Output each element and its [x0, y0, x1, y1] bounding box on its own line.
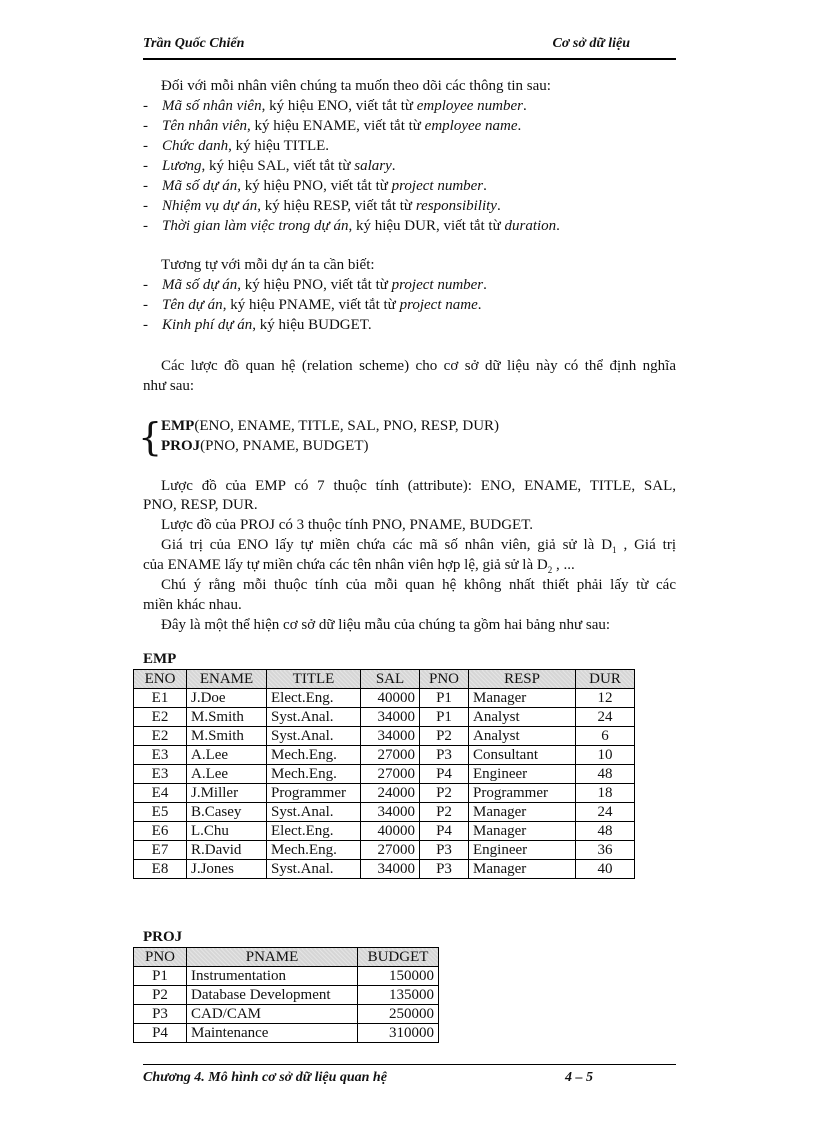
table-cell: Analyst	[469, 708, 576, 727]
bullet-end: .	[483, 178, 487, 194]
bullet-abbr: responsibility	[415, 198, 497, 214]
table-cell: P1	[420, 689, 469, 708]
footer-page-number: 4 – 5	[565, 1070, 593, 1085]
bullet-term: Thời gian làm việc trong dự án	[162, 218, 349, 234]
table-cell: A.Lee	[187, 765, 267, 784]
bullet-marker: -	[143, 198, 148, 214]
table-row	[134, 1024, 439, 1043]
bullet-term: Nhiệm vụ dự án	[162, 198, 258, 214]
bullet-end: .	[556, 218, 560, 234]
table-cell: Syst.Anal.	[267, 708, 361, 727]
table-cell: 27000	[361, 765, 420, 784]
table-row	[134, 746, 635, 765]
bullet-marker: -	[143, 218, 148, 234]
table-cell: Instrumentation	[187, 967, 358, 986]
bullet-marker: -	[143, 118, 148, 134]
bullet-item	[143, 157, 395, 175]
table-cell: M.Smith	[187, 708, 267, 727]
table-cell: P3	[420, 841, 469, 860]
note-5-text: Đây là một thể hiện cơ sở dữ liệu mẫu của chúng ta gồm hai bảng như sau:	[161, 617, 611, 633]
bullet-term: Mã số dự án	[162, 277, 238, 293]
bullet-item	[143, 197, 501, 215]
table-row	[134, 841, 635, 860]
table-row	[134, 727, 635, 746]
note-1-text2: PNO, RESP, DUR.	[143, 497, 258, 513]
employee-intro: Đối với mỗi nhân viên chúng ta muốn theo dõi các thông tin sau:	[161, 78, 551, 94]
bullet-end: .	[517, 118, 522, 134]
schema-para-text2: như sau:	[143, 378, 195, 394]
table-cell: E8	[134, 860, 187, 879]
table-cell: P1	[420, 708, 469, 727]
table-row	[134, 986, 439, 1005]
table-cell: Engineer	[469, 765, 576, 784]
table-cell: E2	[134, 708, 187, 727]
schema-para-text1: Các lược đồ quan hệ (relation scheme) cho cơ sở dữ liệu này có thể định nghĩa	[161, 358, 676, 374]
table-cell: Programmer	[267, 784, 361, 803]
table-cell: Syst.Anal.	[267, 803, 361, 822]
table-cell: 24	[576, 803, 635, 822]
table-cell: 135000	[358, 986, 439, 1005]
page-header	[143, 36, 676, 56]
proj-schema-attrs: (PNO, PNAME, BUDGET)	[200, 438, 369, 454]
table-cell: Manager	[469, 822, 576, 841]
table-cell: 48	[576, 822, 635, 841]
bullet-abbr: duration	[504, 218, 557, 234]
table-cell: 250000	[358, 1005, 439, 1024]
column-header: PNO	[420, 670, 469, 689]
proj-table-header-row	[134, 948, 439, 967]
note-5	[161, 616, 610, 634]
bullet-text: , ký hiệu PNO, viết tắt từ	[237, 178, 392, 194]
table-cell: 40000	[361, 822, 420, 841]
table-cell: E5	[134, 803, 187, 822]
bullet-end: .	[483, 277, 487, 293]
column-header: DUR	[576, 670, 635, 689]
column-header: PNAME	[187, 948, 358, 967]
note-1-line2	[143, 496, 258, 514]
bullet-text: , ký hiệu ENAME, viết tắt từ	[246, 118, 425, 134]
emp-table	[133, 669, 635, 879]
bullet-text: , ký hiệu SAL, viết tắt từ	[201, 158, 355, 174]
bullet-item	[143, 137, 329, 155]
note-4-line2	[143, 596, 242, 614]
bullet-marker: -	[143, 98, 148, 114]
footer-rule	[143, 1064, 676, 1065]
column-header: PNO	[134, 948, 187, 967]
table-row	[134, 822, 635, 841]
column-header: TITLE	[267, 670, 361, 689]
bullet-text: , ký hiệu PNAME, viết tắt từ	[222, 297, 400, 313]
table-cell: J.Jones	[187, 860, 267, 879]
table-cell: E4	[134, 784, 187, 803]
schema-para-line1	[161, 357, 676, 375]
column-header: ENO	[134, 670, 187, 689]
bullet-text: , ký hiệu ENO, viết tắt từ	[261, 98, 417, 114]
bullet-text: , ký hiệu BUDGET.	[252, 317, 372, 333]
table-cell: Mech.Eng.	[267, 765, 361, 784]
bullet-marker: -	[143, 297, 148, 313]
table-cell: Programmer	[469, 784, 576, 803]
table-cell: 12	[576, 689, 635, 708]
bullet-end: .	[391, 158, 396, 174]
table-cell: 34000	[361, 708, 420, 727]
column-header: BUDGET	[358, 948, 439, 967]
table-cell: Analyst	[469, 727, 576, 746]
table-row	[134, 689, 635, 708]
bullet-text: , ký hiệu PNO, viết tắt từ	[237, 277, 392, 293]
table-cell: 27000	[361, 746, 420, 765]
schema-brace: {	[138, 415, 163, 459]
bullet-end: .	[496, 198, 501, 214]
table-row	[134, 1005, 439, 1024]
table-cell: P2	[420, 727, 469, 746]
bullet-item	[143, 217, 560, 235]
table-cell: CAD/CAM	[187, 1005, 358, 1024]
bullet-item	[143, 97, 527, 115]
bullet-abbr: employee name	[424, 118, 518, 134]
table-cell: E3	[134, 746, 187, 765]
table-cell: E2	[134, 727, 187, 746]
proj-table-label: PROJ	[143, 929, 183, 945]
table-cell: P2	[420, 784, 469, 803]
column-header: SAL	[361, 670, 420, 689]
table-cell: 40	[576, 860, 635, 879]
bullet-abbr: employee number	[416, 98, 523, 114]
bullet-term: Tên nhân viên	[162, 118, 247, 134]
bullet-abbr: salary	[354, 158, 392, 174]
bullet-end: .	[477, 297, 482, 313]
bullet-abbr: project name	[399, 297, 478, 313]
table-cell: Syst.Anal.	[267, 727, 361, 746]
table-cell: J.Miller	[187, 784, 267, 803]
bullet-text: , ký hiệu RESP, viết tắt từ	[257, 198, 416, 214]
emp-schema-name: EMP	[161, 418, 195, 434]
table-cell: 24000	[361, 784, 420, 803]
emp-table-header-row	[134, 670, 635, 689]
note-2-text: Lược đồ của PROJ có 3 thuộc tính PNO, PNAME, BUDGET.	[161, 517, 534, 533]
bullet-marker: -	[143, 277, 148, 293]
table-row	[134, 784, 635, 803]
table-cell: Elect.Eng.	[267, 689, 361, 708]
table-cell: M.Smith	[187, 727, 267, 746]
bullet-marker: -	[143, 158, 148, 174]
bullet-term: Mã số dự án	[162, 178, 238, 194]
table-cell: 10	[576, 746, 635, 765]
bullet-term: Lương	[162, 158, 202, 174]
note-3-text1a: Giá trị của ENO lấy tự miền chứa các mã số nhân viên, giả sử là D	[161, 537, 613, 553]
table-row	[134, 803, 635, 822]
bullet-abbr: project number	[391, 178, 484, 194]
project-intro: Tương tự với mỗi dự án ta cần biết:	[161, 257, 375, 273]
table-cell: P4	[420, 765, 469, 784]
table-cell: P1	[134, 967, 187, 986]
table-cell: Database Development	[187, 986, 358, 1005]
table-cell: 36	[576, 841, 635, 860]
table-cell: A.Lee	[187, 746, 267, 765]
table-cell: P4	[134, 1024, 187, 1043]
bullet-item	[143, 117, 521, 135]
note-1-text1: Lược đồ của EMP có 7 thuộc tính (attribute): ENO, ENAME, TITLE, SAL,	[161, 478, 676, 494]
table-cell: 27000	[361, 841, 420, 860]
table-cell: Manager	[469, 860, 576, 879]
bullet-item	[143, 296, 481, 314]
column-header: RESP	[469, 670, 576, 689]
note-4-line1	[161, 576, 676, 594]
table-cell: Consultant	[469, 746, 576, 765]
table-cell: J.Doe	[187, 689, 267, 708]
note-4-text2: miền khác nhau.	[143, 597, 242, 613]
table-cell: 48	[576, 765, 635, 784]
header-subject: Cơ sở dữ liệu	[552, 36, 630, 51]
table-cell: P2	[134, 986, 187, 1005]
project-intro-line	[161, 256, 375, 274]
bullet-term: Chức danh	[162, 138, 229, 154]
employee-intro-line	[161, 77, 551, 95]
table-cell: 24	[576, 708, 635, 727]
table-cell: Mech.Eng.	[267, 841, 361, 860]
table-cell: 34000	[361, 860, 420, 879]
table-cell: Manager	[469, 803, 576, 822]
table-cell: B.Casey	[187, 803, 267, 822]
note-3-sub2: 2	[547, 565, 553, 575]
emp-schema-attrs: (ENO, ENAME, TITLE, SAL, PNO, RESP, DUR)	[194, 418, 500, 434]
table-cell: P2	[420, 803, 469, 822]
table-cell: Maintenance	[187, 1024, 358, 1043]
note-3-text2b: , ...	[552, 557, 575, 573]
table-cell: Manager	[469, 689, 576, 708]
schema-para-line2	[143, 377, 194, 395]
table-row	[134, 765, 635, 784]
table-cell: E1	[134, 689, 187, 708]
table-cell: L.Chu	[187, 822, 267, 841]
header-author: Trần Quốc Chiến	[143, 36, 245, 51]
table-cell: P3	[420, 860, 469, 879]
note-3-text1b: , Giá trị	[616, 537, 676, 553]
bullet-term: Kinh phí dự án	[162, 317, 253, 333]
column-header: ENAME	[187, 670, 267, 689]
table-cell: R.David	[187, 841, 267, 860]
note-3-text2a: của ENAME lấy tự miền chứa các tên nhân viên hợp lệ, giả sử là D	[143, 557, 548, 573]
proj-schema	[161, 437, 369, 455]
table-cell: 40000	[361, 689, 420, 708]
note-4-text1: Chú ý rằng mỗi thuộc tính của mỗi quan hệ không nhất thiết phải lấy từ các	[161, 577, 676, 593]
footer-chapter: Chương 4. Mô hình cơ sở dữ liệu quan hệ	[143, 1070, 387, 1085]
bullet-marker: -	[143, 138, 148, 154]
bullet-item	[143, 316, 372, 334]
bullet-item	[143, 177, 487, 195]
table-cell: Engineer	[469, 841, 576, 860]
table-cell: Elect.Eng.	[267, 822, 361, 841]
table-row	[134, 967, 439, 986]
bullet-text: , ký hiệu DUR, viết tắt từ	[348, 218, 505, 234]
table-row	[134, 708, 635, 727]
table-cell: 34000	[361, 727, 420, 746]
bullet-item	[143, 276, 487, 294]
table-row	[134, 860, 635, 879]
table-cell: Mech.Eng.	[267, 746, 361, 765]
table-cell: 34000	[361, 803, 420, 822]
bullet-end: .	[522, 98, 527, 114]
note-2	[161, 516, 533, 534]
table-cell: E3	[134, 765, 187, 784]
proj-table	[133, 947, 439, 1043]
table-cell: E6	[134, 822, 187, 841]
bullet-text: , ký hiệu TITLE.	[228, 138, 330, 154]
bullet-marker: -	[143, 317, 148, 333]
table-cell: Syst.Anal.	[267, 860, 361, 879]
table-cell: P4	[420, 822, 469, 841]
table-cell: P3	[134, 1005, 187, 1024]
emp-table-label: EMP	[143, 651, 177, 667]
note-1-line1	[161, 477, 676, 495]
table-cell: 6	[576, 727, 635, 746]
emp-schema	[161, 417, 499, 435]
table-cell: 150000	[358, 967, 439, 986]
bullet-abbr: project number	[391, 277, 484, 293]
proj-schema-name: PROJ	[161, 438, 201, 454]
note-3-sub1: 1	[612, 545, 617, 555]
table-cell: 310000	[358, 1024, 439, 1043]
bullet-term: Tên dự án	[162, 297, 223, 313]
table-cell: P3	[420, 746, 469, 765]
bullet-term: Mã số nhân viên	[162, 98, 262, 114]
table-cell: E7	[134, 841, 187, 860]
bullet-marker: -	[143, 178, 148, 194]
table-cell: 18	[576, 784, 635, 803]
header-rule	[143, 58, 676, 60]
